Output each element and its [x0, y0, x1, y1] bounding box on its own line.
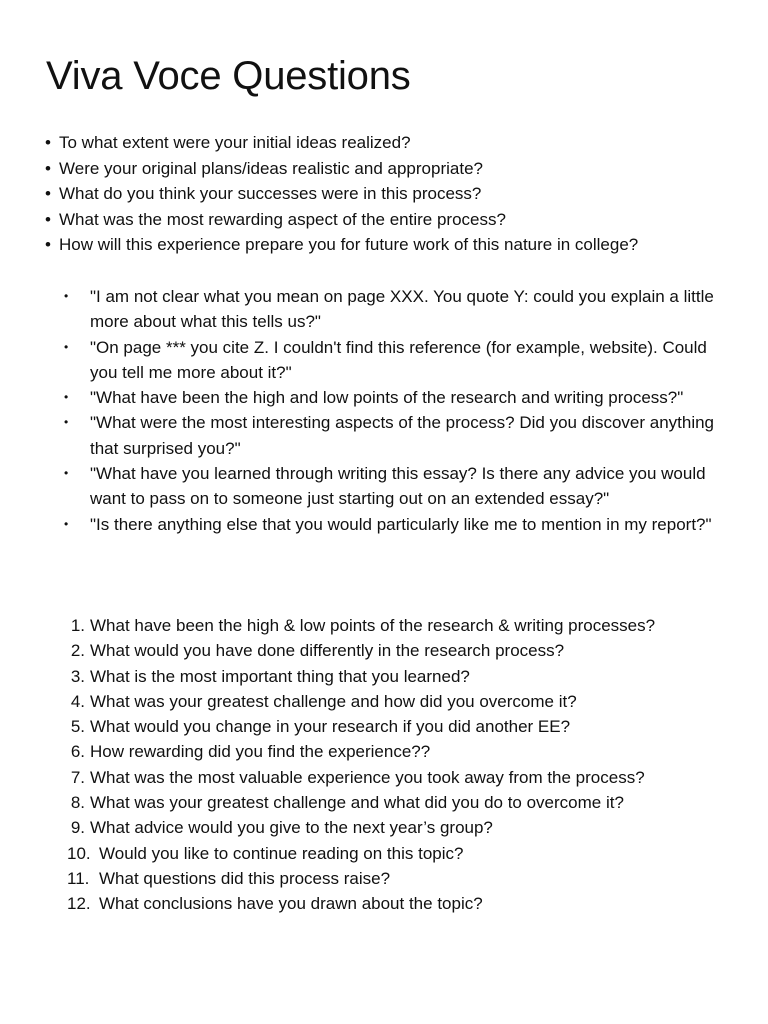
question-text: What was the most valuable experience you took away from the process?	[90, 767, 645, 787]
list-item	[0, 815, 768, 840]
bullet-icon: •	[45, 235, 51, 254]
item-number: 1.	[70, 616, 85, 635]
question-text: "What have been the high and low points of the research and writing process?"	[90, 388, 684, 408]
list-item	[45, 181, 745, 207]
item-number: 3.	[70, 666, 85, 686]
bullet-icon: •	[45, 209, 51, 229]
question-text: What do you think your successes were in this process?	[59, 184, 482, 203]
list-item	[0, 891, 768, 916]
question-text: What would you have done differently in the research process?	[90, 641, 565, 661]
bullet-icon: •	[64, 415, 69, 430]
bullet-icon: •	[45, 133, 51, 152]
item-number: 8.	[70, 793, 85, 813]
question-text: What conclusions have you drawn about the topic?	[99, 894, 483, 914]
general-questions-list	[45, 130, 745, 258]
list-item	[0, 461, 768, 512]
list-item	[0, 841, 768, 866]
question-text: What is the most important thing that you learned?	[90, 666, 470, 686]
list-item	[45, 130, 745, 156]
list-item	[0, 739, 768, 764]
question-text: What would you change in your research if you did another EE?	[90, 717, 571, 737]
bullet-icon: •	[64, 516, 69, 531]
item-number: 7.	[70, 767, 85, 787]
list-item	[0, 638, 768, 663]
list-item	[0, 410, 768, 461]
list-item	[0, 512, 768, 537]
question-text: To what extent were your initial ideas realized?	[59, 133, 411, 152]
list-item	[0, 689, 768, 714]
bullet-icon: •	[45, 184, 51, 203]
list-item	[0, 284, 768, 335]
item-number: 12.	[67, 894, 91, 914]
bullet-icon: •	[64, 339, 69, 354]
question-text: What have been the high & low points of the research & writing processes?	[90, 616, 656, 635]
list-item	[0, 790, 768, 815]
question-text: How will this experience prepare you for future work of this nature in college?	[59, 235, 639, 254]
item-number: 6.	[70, 742, 85, 762]
item-number: 2.	[70, 641, 85, 661]
list-item	[45, 207, 745, 233]
question-text: "What were the most interesting aspects of the process? Did you discover anything that surprised you?"	[90, 413, 715, 458]
item-number: 5.	[70, 717, 85, 737]
list-item	[0, 335, 768, 386]
question-text: What was the most rewarding aspect of the entire process?	[59, 209, 506, 229]
bullet-icon: •	[64, 466, 69, 481]
question-text: Would you like to continue reading on this topic?	[99, 843, 464, 863]
question-text: What questions did this process raise?	[99, 868, 391, 888]
question-text: What was your greatest challenge and what did you do to overcome it?	[90, 793, 624, 813]
list-item	[0, 714, 768, 739]
item-number: 9.	[70, 818, 85, 838]
question-text: "Is there anything else that you would particularly like me to mention in my report?"	[90, 514, 712, 534]
question-text: Were your original plans/ideas realistic and appropriate?	[59, 158, 483, 178]
bullet-icon: •	[64, 390, 69, 405]
bullet-icon: •	[64, 289, 69, 303]
item-number: 4.	[70, 691, 85, 711]
list-item	[45, 156, 745, 182]
question-text: How rewarding did you find the experience??	[90, 742, 431, 762]
item-number: 11.	[67, 868, 90, 888]
question-text: What was your greatest challenge and how did you overcome it?	[90, 691, 577, 711]
list-item	[0, 664, 768, 689]
list-item	[0, 613, 768, 638]
question-text: What advice would you give to the next year’s group?	[90, 818, 493, 838]
question-text: "On page *** you cite Z. I couldn't find this reference (for example, website). Could you tell me more about it?"	[90, 337, 707, 382]
list-item	[45, 232, 745, 258]
supervisor-questions-list	[0, 284, 768, 537]
question-text: "I am not clear what you mean on page XXX. You quote Y: could you explain a little more about what this tells us?"	[90, 287, 714, 332]
list-item	[0, 866, 768, 891]
list-item	[0, 765, 768, 790]
bullet-icon: •	[45, 158, 51, 178]
question-text: "What have you learned through writing this essay? Is there any advice you would want to pass on to someone just starting out on an extended essay?"	[90, 464, 706, 509]
item-number: 10.	[67, 843, 91, 863]
list-item	[0, 385, 768, 410]
numbered-questions-list	[0, 613, 768, 917]
page-title: Viva Voce Questions	[46, 54, 411, 98]
